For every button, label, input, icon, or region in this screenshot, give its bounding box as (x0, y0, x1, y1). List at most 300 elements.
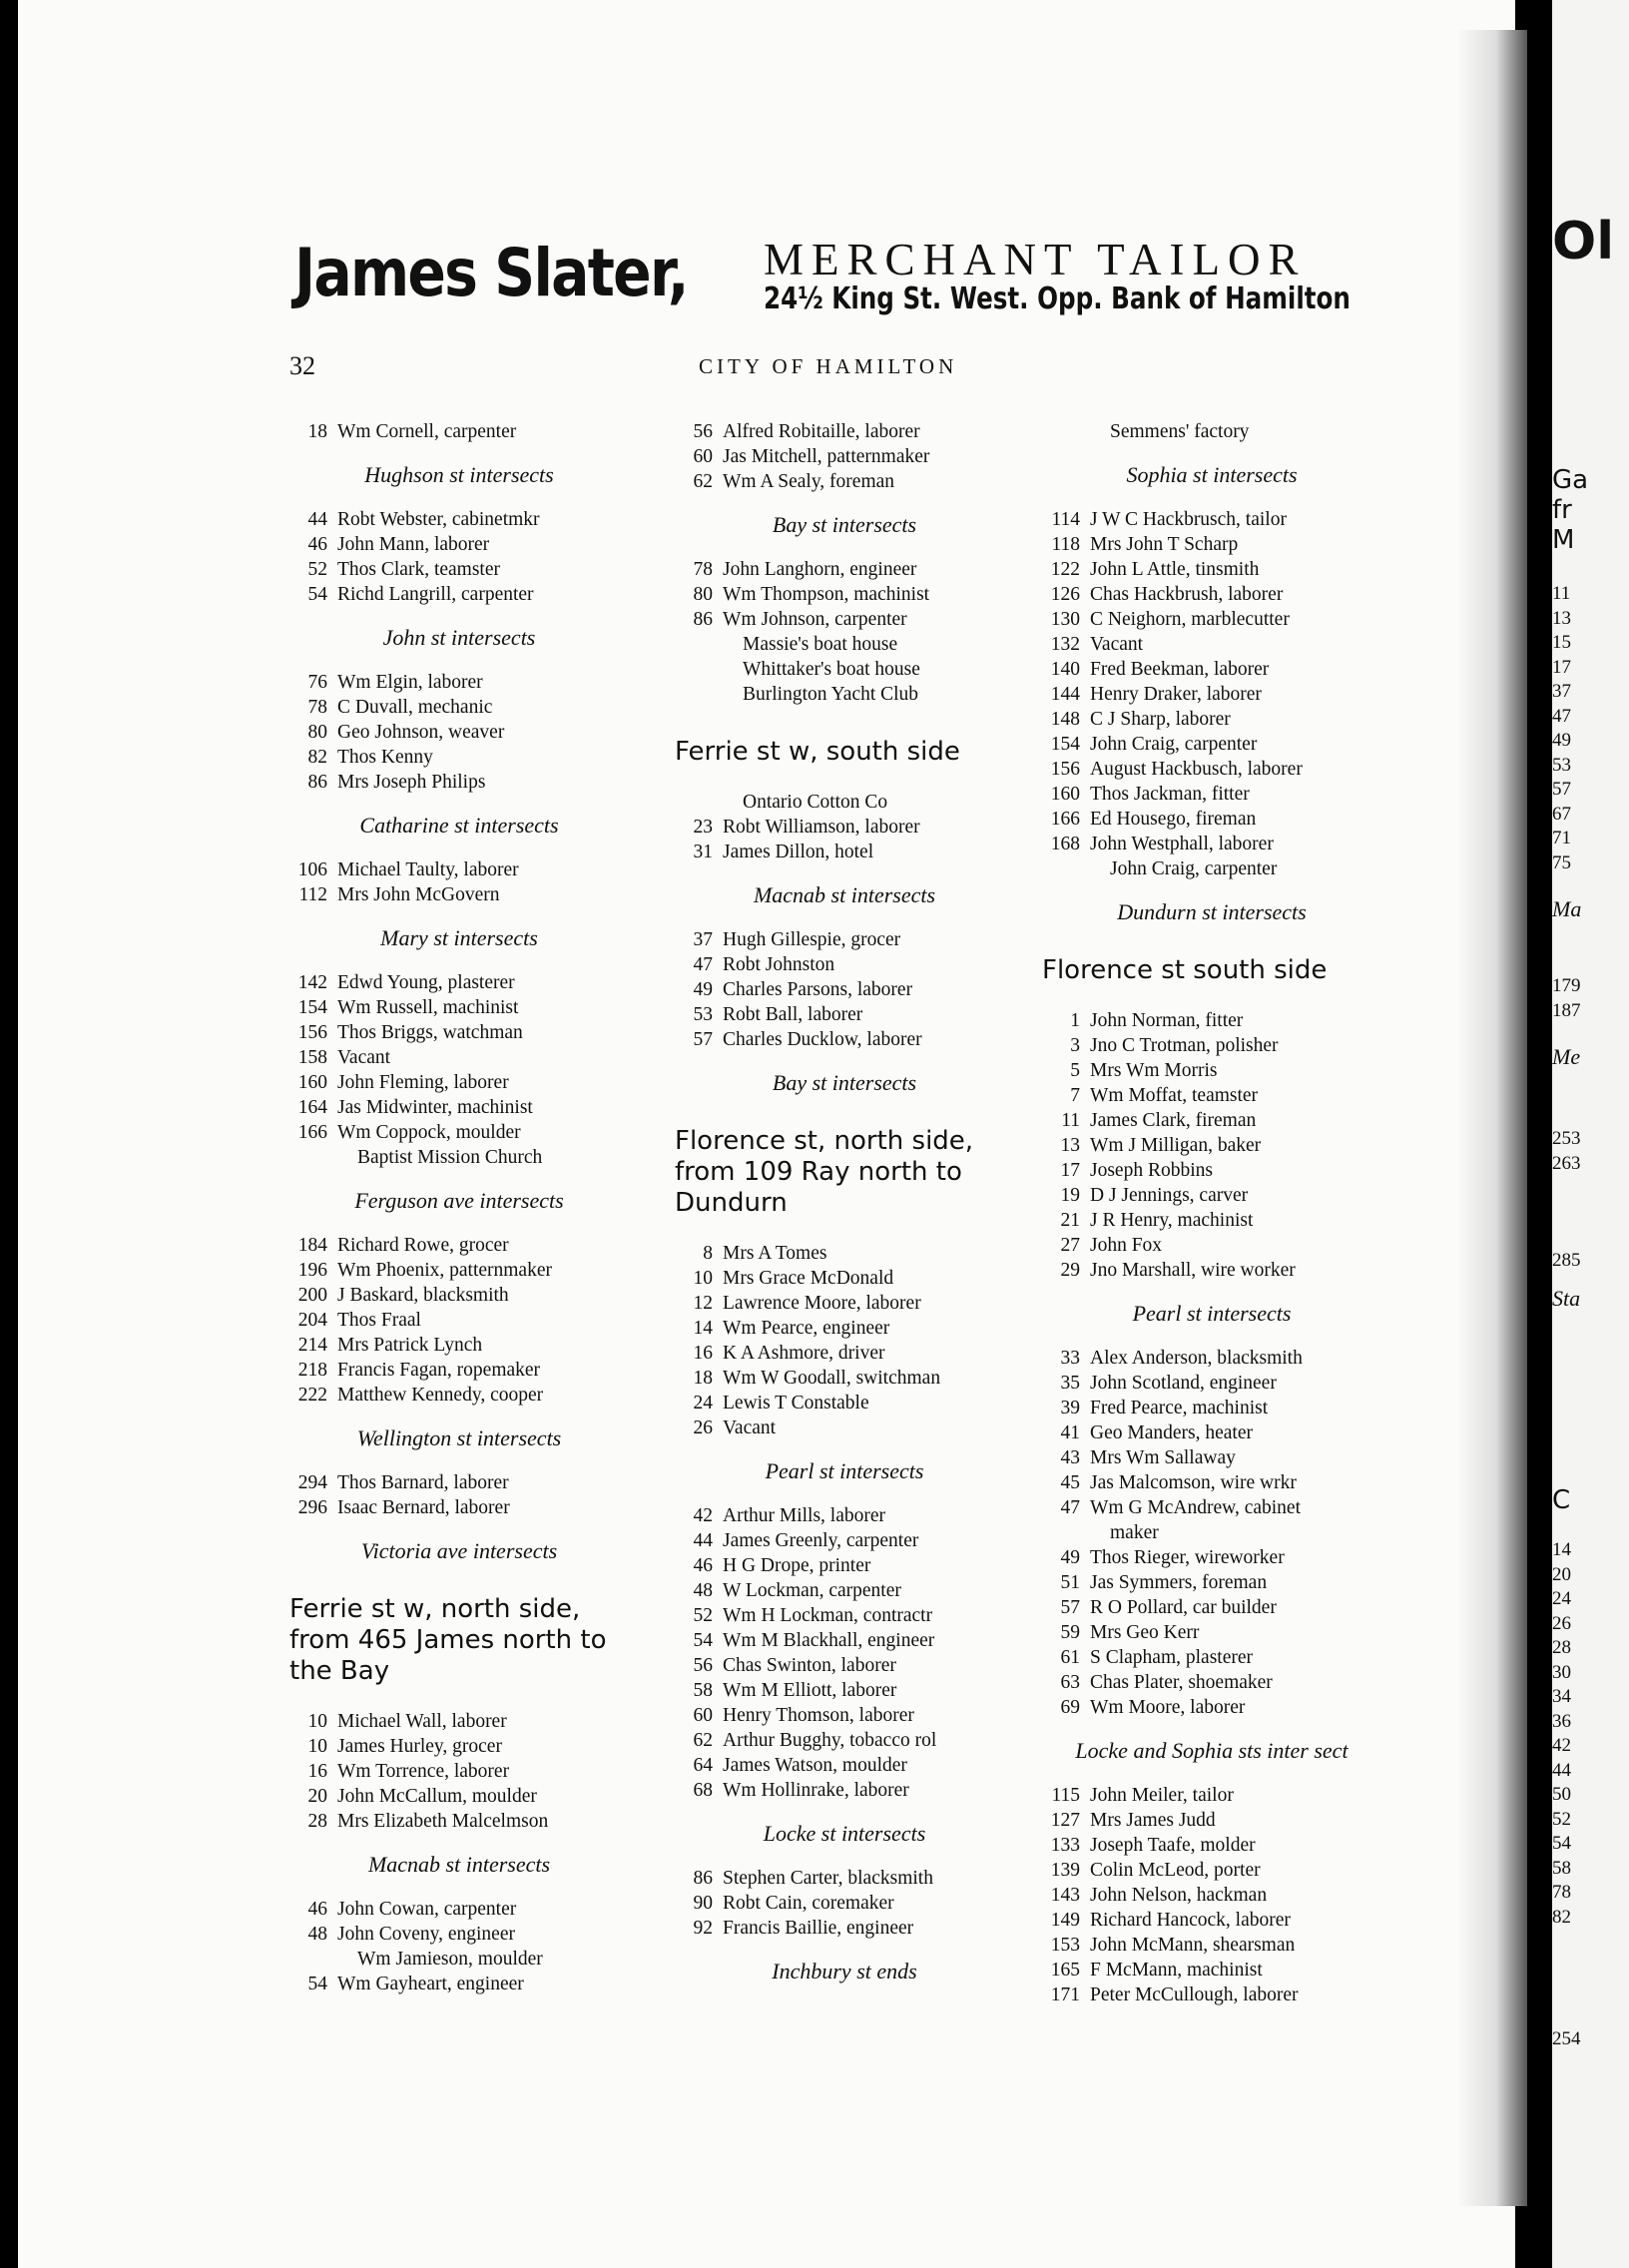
house-number: 154 (1050, 734, 1080, 755)
house-number: 26 (693, 1418, 713, 1438)
house-number: 60 (693, 446, 713, 467)
facing-page-number: 254 (1552, 2028, 1581, 2049)
resident-name: Mrs Joseph Philips (337, 772, 486, 793)
facing-page-number: 179 (1552, 975, 1581, 996)
house-number: 62 (693, 471, 713, 492)
house-number: 149 (1050, 1910, 1080, 1931)
resident-name: Jno C Trotman, polisher (1090, 1035, 1279, 1056)
resident-name: Mrs Geo Kerr (1090, 1622, 1200, 1643)
house-number: 126 (1050, 584, 1080, 605)
directory-entry (289, 1045, 649, 1070)
cross-street-label: Bay st intersects (772, 1070, 917, 1095)
resident-name: Fred Beekman, laborer (1090, 659, 1270, 680)
facing-page-cross-street: Ma (1552, 896, 1582, 921)
resident-name: C Duvall, mechanic (337, 697, 493, 718)
directory-entry (1042, 507, 1401, 532)
directory-entry (1042, 1983, 1401, 2007)
street-section-heading: Florence st, north side, from 109 Ray north to Dundurn (675, 1126, 974, 1218)
directory-entry-continuation (1042, 1520, 1401, 1545)
directory-entry (1042, 1958, 1401, 1983)
directory-entry (1042, 1833, 1401, 1858)
resident-name: Semmens' factory (1110, 421, 1250, 442)
resident-name: John McCallum, moulder (337, 1786, 537, 1807)
facing-page-number: 82 (1552, 1906, 1571, 1928)
resident-name: Arthur Bugghy, tobacco rol (723, 1730, 937, 1751)
street-section-heading: Ferrie st w, south side (675, 737, 960, 767)
directory-entry (1042, 732, 1401, 757)
resident-name: Matthew Kennedy, cooper (337, 1385, 544, 1406)
resident-name: Wm M Blackhall, engineer (723, 1630, 935, 1651)
cross-street-label: Mary st intersects (380, 925, 538, 950)
resident-name: Lewis T Constable (723, 1393, 869, 1414)
directory-entry (675, 1628, 1034, 1653)
directory-entry (1042, 1470, 1401, 1495)
resident-name: Baptist Mission Church (357, 1147, 543, 1168)
directory-entry (1042, 1570, 1401, 1595)
resident-name: Charles Ducklow, laborer (723, 1029, 922, 1050)
directory-entry (1042, 1033, 1401, 1058)
advertiser-address: 24½ King St. West. Opp. Bank of Hamilton (764, 282, 1351, 316)
resident-name: John Mann, laborer (337, 534, 490, 555)
house-number: 16 (693, 1343, 713, 1364)
house-number: 29 (1060, 1260, 1080, 1281)
directory-entry (675, 582, 1034, 607)
directory-column-3 (1042, 419, 1401, 2007)
directory-entry (675, 815, 1034, 840)
house-number: 54 (307, 584, 327, 605)
house-number: 62 (693, 1730, 713, 1751)
directory-entry (675, 1391, 1034, 1416)
directory-entry (675, 952, 1034, 977)
street-section-heading: Florence st south side (1042, 955, 1328, 985)
resident-name: Richard Rowe, grocer (337, 1235, 509, 1256)
directory-entry (675, 1753, 1034, 1778)
facing-page-number: 42 (1552, 1735, 1571, 1756)
house-number: 16 (307, 1761, 327, 1782)
directory-entry (289, 557, 649, 582)
directory-entry (1042, 1133, 1401, 1158)
house-number: 46 (693, 1555, 713, 1576)
house-number: 1 (1070, 1010, 1080, 1031)
house-number: 168 (1050, 834, 1080, 854)
directory-entry (675, 1503, 1034, 1528)
directory-entry (675, 1266, 1034, 1291)
directory-entry (1042, 1371, 1401, 1396)
house-number: 140 (1050, 659, 1080, 680)
house-number: 127 (1050, 1810, 1080, 1831)
directory-entry-continuation (675, 657, 1034, 682)
resident-name: Mrs Grace McDonald (723, 1268, 894, 1289)
directory-entry (1042, 707, 1401, 732)
resident-name: Michael Wall, laborer (337, 1711, 507, 1732)
resident-name: Alfred Robitaille, laborer (723, 421, 920, 442)
directory-entry (289, 1308, 649, 1333)
directory-entry (1042, 1783, 1401, 1808)
facing-page-number: 53 (1552, 754, 1571, 776)
directory-entry (289, 857, 649, 882)
resident-name: Richard Hancock, laborer (1090, 1910, 1291, 1931)
resident-name: Robt Ball, laborer (723, 1004, 863, 1025)
directory-entry (289, 1020, 649, 1045)
advertiser-name: James Slater, (294, 235, 688, 311)
directory-entry (675, 1528, 1034, 1553)
facing-page-number: 11 (1552, 583, 1571, 604)
facing-page-number: 13 (1552, 607, 1571, 629)
directory-entry (1042, 1158, 1401, 1183)
directory-entry-continuation (675, 790, 1034, 815)
facing-page-heading: C (1552, 1485, 1571, 1515)
cross-street-label: Ferguson ave intersects (354, 1188, 564, 1213)
house-number: 139 (1050, 1860, 1080, 1881)
directory-entry (675, 1291, 1034, 1316)
resident-name: Arthur Mills, laborer (723, 1505, 886, 1526)
resident-name: Wm Russell, machinist (337, 997, 519, 1018)
house-number: 5 (1070, 1060, 1080, 1081)
directory-entry (1042, 1208, 1401, 1233)
resident-name: Burlington Yacht Club (743, 684, 919, 705)
directory-entry (675, 1241, 1034, 1266)
house-number: 54 (693, 1630, 713, 1651)
house-number: 46 (307, 534, 327, 555)
resident-name: Robt Johnston (723, 954, 835, 975)
resident-name: J Baskard, blacksmith (337, 1285, 509, 1306)
directory-entry (675, 1778, 1034, 1803)
house-number: 14 (693, 1318, 713, 1339)
directory-entry (289, 995, 649, 1020)
directory-entry (289, 532, 649, 557)
directory-entry (1042, 832, 1401, 856)
house-number: 184 (297, 1235, 327, 1256)
facing-page-number: 34 (1552, 1686, 1571, 1707)
directory-column-1 (289, 419, 649, 1996)
facing-page-number: 67 (1552, 803, 1571, 825)
directory-entry (675, 977, 1034, 1002)
house-number: 63 (1060, 1672, 1080, 1693)
resident-name: James Hurley, grocer (337, 1736, 502, 1757)
resident-name: Wm Thompson, machinist (723, 584, 930, 605)
directory-entry (1042, 1908, 1401, 1933)
directory-entry (1042, 682, 1401, 707)
directory-entry (289, 1383, 649, 1408)
directory-entry (1042, 1346, 1401, 1371)
directory-entry (1042, 1620, 1401, 1645)
directory-entry (1042, 1445, 1401, 1470)
directory-entry (289, 970, 649, 995)
house-number: 17 (1060, 1160, 1080, 1181)
house-number: 18 (693, 1368, 713, 1389)
house-number: 8 (703, 1243, 713, 1264)
resident-name: John Nelson, hackman (1090, 1885, 1268, 1906)
directory-entry (675, 1316, 1034, 1341)
resident-name: Jas Symmers, foreman (1090, 1572, 1268, 1593)
house-number: 130 (1050, 609, 1080, 630)
directory-entry (289, 1759, 649, 1784)
directory-entry (289, 1734, 649, 1759)
directory-entry (1042, 1645, 1401, 1670)
resident-name: Mrs John McGovern (337, 884, 500, 905)
directory-entry (675, 1366, 1034, 1391)
resident-name: Chas Swinton, laborer (723, 1655, 896, 1676)
resident-name: Geo Manders, heater (1090, 1422, 1253, 1443)
house-number: 48 (307, 1924, 327, 1945)
house-number: 222 (297, 1385, 327, 1406)
cross-street-label: Sophia st intersects (1126, 462, 1298, 487)
directory-entry (1042, 807, 1401, 832)
directory-entry (675, 419, 1034, 444)
house-number (675, 632, 723, 657)
resident-name: Robt Williamson, laborer (723, 817, 920, 838)
page-number: 32 (289, 351, 315, 380)
house-number: 68 (693, 1780, 713, 1801)
directory-entry (675, 557, 1034, 582)
cross-street-label: Locke st intersects (763, 1821, 926, 1846)
resident-name: Francis Fagan, ropemaker (337, 1360, 541, 1381)
house-number: 142 (297, 972, 327, 993)
resident-name: Wm Jamieson, moulder (357, 1949, 543, 1970)
resident-name: Chas Plater, shoemaker (1090, 1672, 1273, 1693)
directory-entry (675, 469, 1034, 494)
resident-name: Lawrence Moore, laborer (723, 1293, 921, 1314)
cross-street-label: Catharine st intersects (359, 813, 559, 838)
house-number: 112 (298, 884, 327, 905)
directory-entry (289, 1897, 649, 1922)
facing-page-number: 58 (1552, 1857, 1571, 1879)
house-number: 114 (1051, 509, 1080, 530)
facing-page-heading: M (1552, 525, 1575, 555)
house-number: 218 (297, 1360, 327, 1381)
house-number: 42 (693, 1505, 713, 1526)
house-number: 57 (693, 1029, 713, 1050)
resident-name: Wm A Sealy, foreman (723, 471, 895, 492)
directory-entry (675, 840, 1034, 864)
house-number: 56 (693, 421, 713, 442)
house-number: 19 (1060, 1185, 1080, 1206)
facing-page-number: 50 (1552, 1784, 1571, 1805)
house-number: 133 (1050, 1835, 1080, 1856)
facing-page-number: 24 (1552, 1588, 1571, 1609)
house-number (675, 657, 723, 682)
directory-entry (1042, 1396, 1401, 1420)
directory-entry (1042, 1545, 1401, 1570)
house-number: 44 (693, 1530, 713, 1551)
cross-street-label: Victoria ave intersects (360, 1538, 558, 1563)
resident-name: Michael Taulty, laborer (337, 859, 519, 880)
directory-entry (289, 1495, 649, 1520)
resident-name: Hugh Gillespie, grocer (723, 929, 901, 950)
directory-entry (1042, 557, 1401, 582)
directory-entry (675, 1678, 1034, 1703)
resident-name: maker (1110, 1522, 1159, 1543)
directory-entry (1042, 1858, 1401, 1883)
facing-page-number: 71 (1552, 828, 1571, 849)
directory-entry (289, 1709, 649, 1734)
house-number: 80 (307, 722, 327, 743)
house-number (1042, 419, 1090, 444)
resident-name: John Westphall, laborer (1090, 834, 1274, 854)
resident-name: Mrs James Judd (1090, 1810, 1216, 1831)
directory-entry (675, 1416, 1034, 1440)
house-number: 57 (1060, 1597, 1080, 1618)
house-number (289, 1947, 337, 1972)
directory-entry (289, 1333, 649, 1358)
house-number: 196 (297, 1260, 327, 1281)
resident-name: John Coveny, engineer (337, 1924, 515, 1945)
directory-entry (289, 695, 649, 720)
house-number: 158 (297, 1047, 327, 1068)
house-number: 156 (1050, 759, 1080, 780)
resident-name: John McMann, shearsman (1090, 1935, 1296, 1956)
directory-entry (1042, 1670, 1401, 1695)
resident-name: Joseph Robbins (1090, 1160, 1213, 1181)
house-number: 86 (307, 772, 327, 793)
resident-name: John L Attle, tinsmith (1090, 559, 1260, 580)
house-number: 64 (693, 1755, 713, 1776)
directory-entry (675, 1341, 1034, 1366)
house-number: 49 (693, 979, 713, 1000)
resident-name: Wm Phoenix, patternmaker (337, 1260, 552, 1281)
resident-name: Mrs Elizabeth Malcelmson (337, 1811, 549, 1832)
resident-name: Thos Jackman, fitter (1090, 784, 1250, 805)
resident-name: Thos Rieger, wireworker (1090, 1547, 1285, 1568)
house-number: 7 (1070, 1085, 1080, 1106)
house-number (1042, 1520, 1090, 1545)
resident-name: James Clark, fireman (1090, 1110, 1257, 1131)
resident-name: Henry Thomson, laborer (723, 1705, 914, 1726)
directory-entry (1042, 757, 1401, 782)
resident-name: Colin McLeod, porter (1090, 1860, 1261, 1881)
resident-name: Mrs Wm Sallaway (1090, 1447, 1236, 1468)
facing-page-fragment (1552, 0, 1629, 2268)
directory-entry (675, 1653, 1034, 1678)
resident-name: Wm Elgin, laborer (337, 672, 483, 693)
directory-entry (1042, 1695, 1401, 1720)
facing-page-heading: Ga (1552, 465, 1589, 495)
resident-name: Mrs A Tomes (723, 1243, 827, 1264)
directory-entry (675, 444, 1034, 469)
directory-entry (289, 1120, 649, 1145)
house-number: 82 (307, 747, 327, 768)
resident-name: Wm J Milligan, baker (1090, 1135, 1262, 1156)
resident-name: John Fox (1090, 1235, 1163, 1256)
house-number: 53 (693, 1004, 713, 1025)
resident-name: Ed Housego, fireman (1090, 809, 1257, 830)
facing-page-number: 36 (1552, 1710, 1571, 1732)
facing-page-number: 52 (1552, 1808, 1571, 1830)
resident-name: Massie's boat house (743, 634, 898, 655)
house-number (289, 1145, 337, 1170)
house-number: 56 (693, 1655, 713, 1676)
resident-name: John Fleming, laborer (337, 1072, 509, 1093)
directory-entry (289, 1358, 649, 1383)
facing-page-cross-street: Sta (1552, 1286, 1581, 1311)
resident-name: C Neighorn, marblecutter (1090, 609, 1290, 630)
resident-name: James Greenly, carpenter (723, 1530, 919, 1551)
directory-entry (1042, 632, 1401, 657)
resident-name: John Meiler, tailor (1090, 1785, 1234, 1806)
resident-name: Charles Parsons, laborer (723, 979, 913, 1000)
directory-entry (289, 1809, 649, 1834)
cross-street-label: Wellington st intersects (356, 1425, 562, 1450)
directory-entry (289, 1258, 649, 1283)
directory-entry (1042, 1808, 1401, 1833)
house-number: 10 (693, 1268, 713, 1289)
resident-name: John Cowan, carpenter (337, 1899, 517, 1920)
directory-entry (289, 1233, 649, 1258)
directory-entry (289, 1470, 649, 1495)
facing-page-number: 26 (1552, 1612, 1571, 1634)
resident-name: Mrs Patrick Lynch (337, 1335, 483, 1356)
resident-name: Wm W Goodall, switchman (723, 1368, 941, 1389)
resident-name: H G Drope, printer (723, 1555, 871, 1576)
resident-name: Henry Draker, laborer (1090, 684, 1262, 705)
resident-name: Jno Marshall, wire worker (1090, 1260, 1296, 1281)
resident-name: John Craig, carpenter (1090, 734, 1258, 755)
house-number: 61 (1060, 1647, 1080, 1668)
house-number: 35 (1060, 1373, 1080, 1394)
resident-name: Mrs Wm Morris (1090, 1060, 1218, 1081)
facing-page-number: 37 (1552, 681, 1571, 702)
cross-street-label: Pearl st intersects (765, 1458, 924, 1483)
directory-entry (1042, 1420, 1401, 1445)
directory-entry (289, 1070, 649, 1095)
house-number: 51 (1060, 1572, 1080, 1593)
house-number: 160 (1050, 784, 1080, 805)
directory-entry (1042, 1495, 1401, 1520)
resident-name: Jas Malcomson, wire wrkr (1090, 1472, 1297, 1493)
facing-page-number: 44 (1552, 1759, 1571, 1781)
directory-entry (289, 770, 649, 795)
directory-entry (289, 1784, 649, 1809)
resident-name: Robt Cain, coremaker (723, 1893, 894, 1914)
resident-name: Mrs John T Scharp (1090, 534, 1239, 555)
house-number: 86 (693, 609, 713, 630)
resident-name: Thos Briggs, watchman (337, 1022, 523, 1043)
resident-name: Wm Coppock, moulder (337, 1122, 521, 1143)
resident-name: Wm Moffat, teamster (1090, 1085, 1259, 1106)
house-number: 33 (1060, 1348, 1080, 1369)
house-number: 46 (307, 1899, 327, 1920)
directory-entry (1042, 1595, 1401, 1620)
house-number (1042, 856, 1090, 881)
resident-name: John Norman, fitter (1090, 1010, 1244, 1031)
cross-street-label: Dundurn st intersects (1117, 899, 1307, 924)
street-section-heading: Ferrie st w, north side, from 465 James north to the Bay (289, 1594, 607, 1686)
directory-entry (1042, 607, 1401, 632)
directory-entry (1042, 1008, 1401, 1033)
directory-entry-continuation (675, 632, 1034, 657)
resident-name: Robt Webster, cabinetmkr (337, 509, 540, 530)
house-number: 27 (1060, 1235, 1080, 1256)
resident-name: D J Jennings, carver (1090, 1185, 1249, 1206)
directory-entry (289, 720, 649, 745)
house-number: 23 (693, 817, 713, 838)
house-number: 18 (307, 421, 327, 442)
resident-name: S Clapham, plasterer (1090, 1647, 1253, 1668)
resident-name: Whittaker's boat house (743, 659, 920, 680)
directory-entry (289, 1922, 649, 1947)
facing-page-number: 15 (1552, 632, 1571, 653)
house-number: 160 (297, 1072, 327, 1093)
resident-name: Geo Johnson, weaver (337, 722, 505, 743)
house-number: 200 (297, 1285, 327, 1306)
resident-name: Alex Anderson, blacksmith (1090, 1348, 1303, 1369)
house-number: 80 (693, 584, 713, 605)
house-number: 59 (1060, 1622, 1080, 1643)
directory-entry (1042, 1058, 1401, 1083)
house-number: 86 (693, 1868, 713, 1889)
house-number: 154 (297, 997, 327, 1018)
resident-name: Thos Barnard, laborer (337, 1472, 509, 1493)
